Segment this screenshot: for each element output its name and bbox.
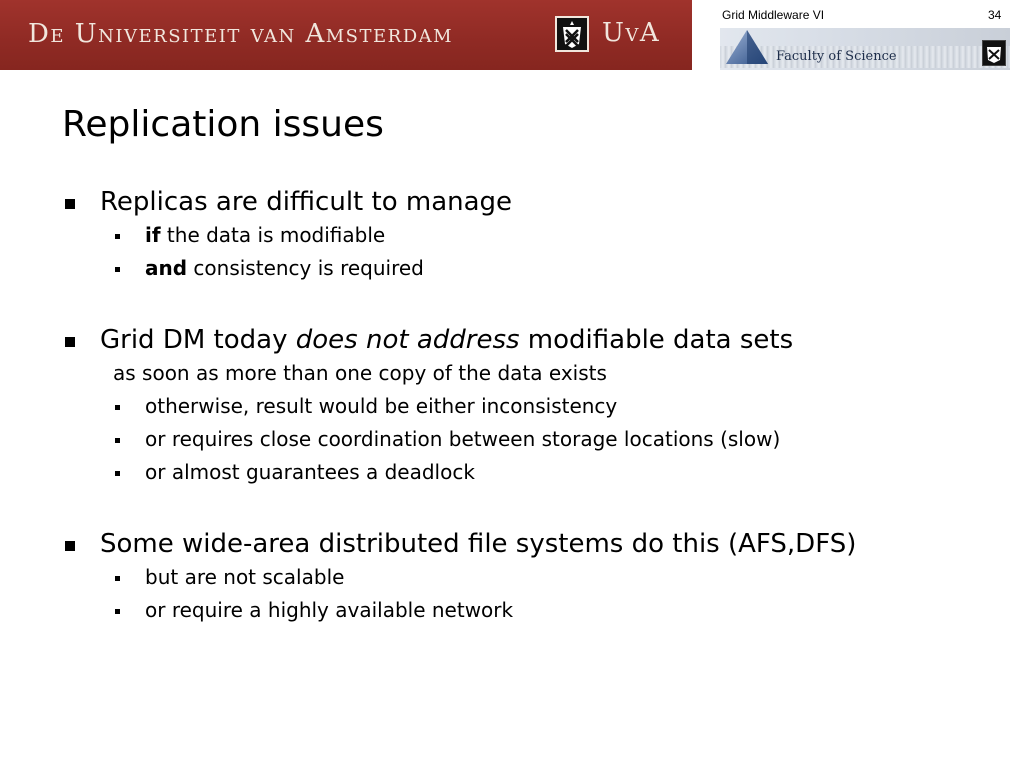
bullet-list — [62, 185, 1002, 627]
square-bullet-icon — [115, 576, 120, 581]
sub-bullet — [62, 219, 1002, 252]
square-bullet-icon — [115, 438, 120, 443]
bold-keyword: if — [145, 223, 161, 247]
square-bullet-icon — [65, 541, 75, 551]
presentation-title: Grid Middleware VI — [722, 8, 825, 22]
faculty-seal-icon — [982, 40, 1006, 66]
bullet-distributed-fs — [62, 527, 1002, 561]
sub-bullet-text: consistency is required — [187, 256, 424, 280]
sub-bullet-text: or require a highly available network — [145, 598, 514, 622]
sub-bullet-text: or requires close coordination between storage locations (slow) — [145, 427, 781, 451]
square-bullet-icon — [65, 199, 75, 209]
sub-bullet-text: but are not scalable — [145, 565, 345, 589]
sub-bullet — [62, 594, 1002, 627]
bullet-text: Replicas are difficult to manage — [100, 187, 513, 217]
university-banner — [0, 0, 692, 70]
bullet-text-emphasis: does not address — [295, 325, 520, 355]
university-name: De Universiteit van Amsterdam — [28, 19, 454, 49]
bullet-note: as soon as more than one copy of the data exists — [113, 361, 607, 385]
sub-bullet-text: or almost guarantees a deadlock — [145, 460, 475, 484]
sub-bullet — [62, 252, 1002, 285]
bullet-replicas — [62, 185, 1002, 219]
faculty-banner — [720, 28, 1010, 70]
sub-bullet — [62, 561, 1002, 594]
square-bullet-icon — [115, 267, 120, 272]
slide-title: Replication issues — [62, 104, 384, 145]
page-number: 34 — [988, 8, 1002, 22]
bullet-text: Some wide-area distributed file systems do this (AFS,DFS) — [100, 529, 857, 559]
bullet-text-post: modifiable data sets — [519, 325, 794, 355]
sub-bullet — [62, 456, 1002, 489]
sub-bullet-text: otherwise, result would be either inconsistency — [145, 394, 618, 418]
bullet-text-pre: Grid DM today — [100, 325, 296, 355]
square-bullet-icon — [115, 234, 120, 239]
sub-bullet — [62, 423, 1002, 456]
bold-keyword: and — [145, 256, 188, 280]
square-bullet-icon — [115, 609, 120, 614]
sub-bullet-text: the data is modifiable — [160, 223, 386, 247]
uva-seal-icon — [555, 16, 589, 52]
sub-bullet — [62, 390, 1002, 423]
university-short-name: UvA — [602, 18, 661, 48]
faculty-name: Faculty of Science — [776, 49, 897, 64]
pyramid-logo-icon — [724, 28, 770, 70]
square-bullet-icon — [115, 405, 120, 410]
bullet-grid-dm — [62, 323, 1002, 357]
square-bullet-icon — [65, 337, 75, 347]
square-bullet-icon — [115, 471, 120, 476]
